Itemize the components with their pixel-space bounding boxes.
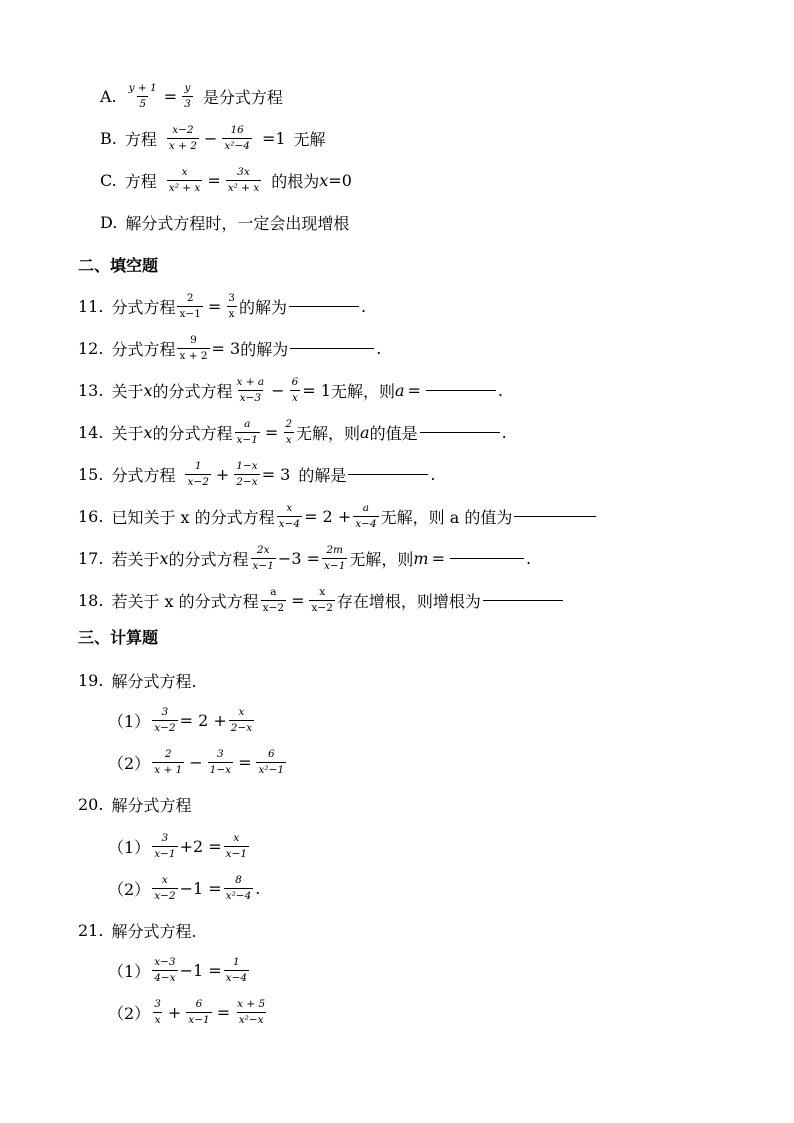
question-text: 的分式方程	[152, 423, 233, 443]
question-20	[78, 784, 191, 824]
variable: a	[360, 422, 370, 442]
period: .	[501, 422, 507, 442]
equation-rhs: = 2 +	[304, 506, 352, 526]
period: .	[376, 338, 382, 358]
option-label: B.	[100, 128, 117, 148]
question-number: 15.	[78, 464, 104, 484]
question-21	[78, 910, 197, 950]
equation-mid: = 2 +	[179, 710, 227, 730]
question-text: 关于	[111, 423, 144, 443]
answer-blank[interactable]	[290, 347, 374, 349]
variable: m	[413, 548, 429, 568]
equation-mid: −3 =	[277, 548, 320, 568]
question-text: 无解，则	[296, 423, 361, 443]
part-label: （2）	[108, 753, 151, 773]
question-13: 13. 关于 x 的分式方程 $\frac{x + a}{x-3}$ − $\frac{6}{x}$ = 1 无解，则 a = .	[78, 376, 503, 404]
fraction: $\frac{1-x}{2-x}$	[236, 460, 258, 488]
option-prefix: 方程	[124, 171, 157, 191]
option-text: 解分式方程时，一定会出现增根	[125, 213, 350, 233]
part-label: （1）	[108, 711, 151, 731]
fraction: $\frac{8}{\text{x²−4}}$	[225, 874, 252, 902]
fraction: $\frac{9}{x + 2}$	[179, 334, 208, 362]
question-number: 21.	[78, 920, 104, 940]
question-text: 无解，则 a 的值为	[380, 507, 513, 527]
question-17	[78, 538, 531, 578]
fraction: $\frac{2}{x-1}$	[179, 292, 201, 320]
question-18: 18. 若关于 x 的分式方程 $\frac{a}{x-2}$ = $\frac{x}{x-2}$ 存在增根，则增根为	[78, 580, 565, 620]
fraction: $\frac{x-2}{x + 2}$	[168, 124, 197, 152]
question-text: 若关于 x 的分式方程	[111, 591, 259, 611]
question-number: 16.	[78, 506, 104, 526]
question-11: 11. 分式方程 $\frac{2}{x-1}$ = $\frac{3}{x}$ 的解为 .	[78, 292, 367, 320]
equation-rhs: =1	[261, 128, 286, 148]
fraction: $\frac{x}{x-1}$	[225, 832, 248, 860]
question-text: 已知关于 x 的分式方程	[111, 507, 275, 527]
answer-blank[interactable]	[289, 305, 359, 307]
fraction: $\frac{y + 1}{5}$	[128, 82, 157, 110]
option-prefix: 方程	[124, 129, 157, 149]
answer-blank[interactable]	[420, 431, 500, 433]
question-20-part-1	[108, 826, 251, 866]
fraction: $\frac{x}{\text{x² + x}}$	[168, 166, 201, 194]
option-d	[100, 202, 349, 242]
question-text: 无解，则	[349, 549, 414, 569]
question-text: 分式方程	[111, 465, 176, 485]
fraction: $\frac{x}{x-4}$	[278, 502, 301, 530]
question-21-part-2: （2） $\frac{3}{x}$ + $\frac{6}{x-1}$ = $\frac{x + 5}{\text{x²−x}}$	[108, 998, 266, 1026]
fraction: $\frac{x}{x-2}$	[311, 586, 333, 614]
fraction: $\frac{3}{x-1}$	[154, 832, 176, 860]
question-text: 的解为	[240, 339, 289, 359]
fraction: $\frac{x + 5}{\text{x²−x}}$	[237, 998, 266, 1026]
question-text: 分式方程	[111, 339, 176, 359]
equation-mid: −1 =	[179, 878, 222, 898]
part-label: （2）	[108, 1003, 151, 1023]
part-label: （1）	[108, 961, 151, 981]
question-19-part-1	[108, 700, 256, 740]
fraction: $\frac{3x}{\text{x² + x}}$	[227, 166, 260, 194]
variable: x	[143, 380, 153, 400]
option-text: 无解	[293, 129, 326, 149]
part-label: （2）	[108, 879, 151, 899]
option-c: C. 方程 $\frac{x}{\text{x² + x}}$ = $\frac{3x}{\text{x² + x}}$ 的根为 x =0	[100, 166, 352, 194]
section-title-fill-blank: 二、填空题	[78, 255, 159, 275]
fraction: $\frac{3}{x}$	[228, 292, 235, 320]
fraction: $\frac{16}{\text{x²−4}}$	[224, 124, 250, 152]
answer-blank[interactable]	[450, 557, 524, 559]
fraction: $\frac{x + a}{x-3}$	[236, 376, 265, 404]
question-text: 的分式方程	[152, 381, 233, 401]
variable: x	[143, 422, 153, 442]
question-text: 分式方程	[111, 297, 176, 317]
question-text: 的解是	[298, 465, 347, 485]
period: .	[497, 380, 503, 400]
question-12	[78, 328, 381, 368]
question-15: 15. 分式方程 $\frac{1}{x-2}$ + $\frac{1-x}{2-x}$ = 3 的解是 .	[78, 460, 436, 488]
equals: =	[431, 548, 445, 568]
option-label: D.	[100, 212, 118, 232]
fraction: $\frac{6}{x}$	[291, 376, 299, 404]
fraction: $\frac{y}{3}$	[184, 82, 191, 110]
question-text: 的值是	[369, 423, 418, 443]
question-14: 14. 关于 x 的分式方程 $\frac{a}{x-1}$ = $\frac{2}{x}$ 无解，则 a 的值是 .	[78, 418, 507, 446]
fraction: $\frac{x}{2-x}$	[230, 706, 253, 734]
question-text: 无解，则	[330, 381, 395, 401]
fraction: $\frac{3}{x}$	[154, 998, 161, 1026]
question-number: 18.	[78, 590, 104, 610]
part-label: （1）	[108, 837, 151, 857]
fraction: $\frac{2x}{x-1}$	[252, 544, 274, 572]
question-number: 17.	[78, 548, 104, 568]
section-title-calculation: 三、计算题	[78, 627, 159, 647]
question-21-part-1	[108, 950, 251, 990]
period: .	[255, 878, 261, 898]
fraction: $\frac{2}{x}$	[285, 418, 293, 446]
question-number: 20.	[78, 794, 104, 814]
fraction: $\frac{a}{x-4}$	[355, 502, 377, 530]
question-number: 11.	[78, 296, 104, 316]
question-text: 解分式方程	[111, 795, 192, 815]
question-19	[78, 660, 197, 700]
question-20-part-2	[108, 868, 260, 908]
fraction: $\frac{6}{x-1}$	[188, 998, 210, 1026]
answer-blank[interactable]	[514, 515, 596, 517]
answer-blank[interactable]	[348, 473, 428, 475]
fraction: $\frac{x-3}{4-x}$	[154, 956, 176, 984]
question-text: 解分式方程.	[111, 921, 197, 941]
variable: a	[394, 380, 405, 400]
option-b: B. 方程 $\frac{x-2}{x + 2}$ − $\frac{16}{\text{x²−4}}$ =1 无解	[100, 124, 326, 152]
fraction: $\frac{1}{x-2}$	[187, 460, 209, 488]
equation-rhs: = 3	[261, 464, 291, 484]
period: .	[360, 296, 367, 316]
fraction: $\frac{6}{\text{x²−1}}$	[258, 748, 285, 776]
answer-blank[interactable]	[426, 389, 496, 391]
period: .	[526, 548, 532, 568]
fraction: $\frac{2}{x + 1}$	[154, 748, 183, 776]
question-number: 13.	[78, 380, 104, 400]
period: .	[430, 464, 436, 484]
question-text: 的解为	[238, 297, 287, 317]
question-19-part-2: （2） $\frac{2}{x + 1}$ − $\frac{3}{1-x}$ = $\frac{6}{\text{x²−1}}$	[108, 748, 285, 776]
option-text: 是分式方程	[202, 87, 283, 107]
question-16	[78, 496, 598, 536]
question-text: 解分式方程.	[111, 671, 197, 691]
equals: =	[407, 380, 421, 400]
question-number: 14.	[78, 422, 104, 442]
option-text: 的根为	[271, 171, 320, 191]
question-number: 12.	[78, 338, 104, 358]
fraction: $\frac{x}{x-2}$	[154, 874, 176, 902]
equation-rhs: = 3	[211, 338, 241, 358]
question-text: 的分式方程	[168, 549, 249, 569]
option-label: A.	[100, 86, 117, 106]
fraction: $\frac{2m}{x-1}$	[324, 544, 346, 572]
variable: x	[159, 548, 169, 568]
option-value: =0	[328, 170, 352, 190]
question-text: 存在增根，则增根为	[336, 591, 481, 611]
variable: x	[319, 170, 329, 190]
equation-mid: +2 =	[179, 836, 222, 856]
question-text: 关于	[111, 381, 144, 401]
fraction: $\frac{3}{x-2}$	[154, 706, 176, 734]
fraction: $\frac{a}{x-1}$	[236, 418, 258, 446]
equation-mid: −1 =	[179, 960, 222, 980]
question-text: 若关于	[111, 549, 160, 569]
answer-blank[interactable]	[483, 599, 563, 601]
question-number: 19.	[78, 670, 104, 690]
option-label: C.	[100, 170, 117, 190]
fraction: $\frac{3}{1-x}$	[209, 748, 232, 776]
option-a: A. $\frac{y + 1}{5}$ = $\frac{y}{3}$ 是分式方程	[100, 82, 283, 110]
fraction: $\frac{1}{x-4}$	[225, 956, 248, 984]
equation-rhs: = 1	[302, 380, 331, 400]
fraction: $\frac{a}{x-2}$	[262, 586, 285, 614]
